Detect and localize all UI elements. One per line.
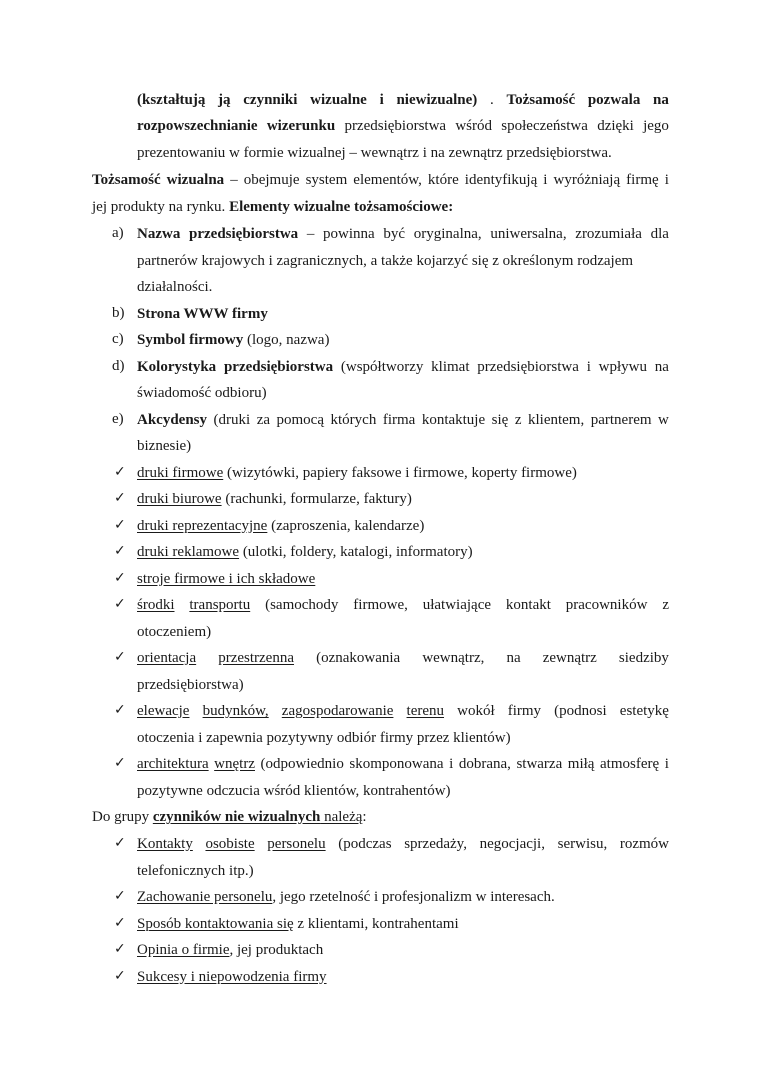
intro-bold-text: wizualne — [310, 92, 367, 108]
intro-bold-text: wizerunku — [266, 118, 336, 134]
element-item-text: wpływu — [598, 358, 647, 375]
nonvisual-item-marker: ✓ — [114, 835, 126, 851]
element-item-line — [137, 252, 633, 270]
element-item-marker: c) — [112, 331, 124, 347]
visual-item-line — [137, 596, 669, 614]
visual-item-line — [137, 623, 211, 641]
visual-item-text: kontakt — [505, 597, 551, 613]
element-item-text: – — [306, 226, 315, 242]
element-item-text: uniwersalna, — [490, 226, 567, 242]
element-item-line — [137, 358, 669, 376]
nonvisual-item-line — [137, 862, 254, 880]
intro-bold-text: ją — [218, 92, 231, 108]
visual-item-text: wewnątrz, — [422, 650, 485, 666]
visual-line-1 — [92, 171, 669, 189]
element-item-marker: b) — [112, 304, 125, 321]
nonvisual-item-line — [137, 968, 327, 986]
element-item-line — [137, 331, 329, 349]
nonvisual-item-marker: ✓ — [114, 941, 126, 957]
visual-identity-text: – — [230, 172, 238, 188]
element-item-marker: e) — [112, 410, 124, 427]
intro-bold-text: niewizualne) — [396, 92, 478, 108]
visual-item-text: otoczeniem) — [137, 623, 212, 640]
nonvisual-item-line — [137, 941, 323, 959]
element-item-line — [137, 305, 268, 323]
visual-item-term: przestrzenna — [218, 650, 295, 666]
element-item-text: partnerów krajowych i zagranicznych, a także kojarzyć się z określonym rodzajem — [137, 252, 634, 269]
nonvisual-item-marker: ✓ — [114, 967, 126, 984]
element-item-text: za — [256, 411, 271, 428]
visual-item-line — [137, 490, 412, 508]
nonvisual-item-text: , jego rzetelność i profesjonalizm w interesach. — [272, 889, 555, 905]
visual-item-marker: ✓ — [114, 755, 126, 771]
intro-bold-text: na — [653, 92, 669, 108]
intro-line-3 — [137, 144, 612, 162]
visual-item-text: dobrana, — [458, 756, 511, 772]
intro-line-2 — [137, 117, 669, 135]
visual-identity-text: obejmuje — [243, 172, 300, 188]
nonvisual-item-line — [137, 915, 459, 933]
nonvisual-item-text: (podczas — [338, 836, 392, 852]
visual-item-text: (oznakowania — [316, 650, 401, 666]
visual-item-line — [137, 729, 511, 747]
visual-item-term: stroje firmowe i ich składowe — [137, 570, 316, 587]
element-item-text: klientem, — [527, 411, 585, 428]
visual-item-text: pracowników — [565, 597, 648, 613]
nonvisual-heading-part: należą — [320, 809, 363, 825]
intro-bold-text: (kształtują — [137, 92, 206, 108]
visual-identity-text: firmę — [626, 172, 659, 188]
visual-item-marker: ✓ — [114, 569, 126, 586]
visual-item-line — [137, 517, 424, 535]
nonvisual-item-text: rozmów — [619, 836, 669, 852]
nonvisual-item-text: z klientami, kontrahentami — [293, 915, 459, 932]
visual-item-text: otoczenia i zapewnia pozytywny odbiór firmy przez klientów) — [137, 729, 511, 746]
element-item-term: Nazwa — [137, 226, 181, 242]
element-item-text: kontaktuje — [421, 411, 486, 428]
element-item-text: i — [586, 358, 591, 375]
visual-item-text: i — [664, 756, 669, 772]
visual-item-text: (podnosi — [554, 703, 607, 719]
visual-identity-text: które — [427, 172, 459, 188]
element-item-text: firma — [382, 411, 416, 428]
element-item-text: z — [514, 411, 522, 428]
nonvisual-heading-part: czynników nie wizualnych — [152, 809, 321, 825]
visual-item-text: (samochody — [265, 597, 339, 613]
nonvisual-item-term: Zachowanie personelu — [137, 889, 273, 905]
element-item-text: pomocą — [276, 411, 324, 428]
element-item-line — [137, 437, 191, 455]
visual-identity-text: elementów, — [353, 172, 422, 188]
element-item-term: Kolorystyka — [137, 358, 217, 375]
visual-identity-text: wyróżniają — [553, 172, 621, 188]
intro-bold-text: czynniki — [243, 92, 298, 108]
visual-item-marker: ✓ — [114, 649, 126, 665]
visual-item-term: środki — [137, 597, 175, 613]
visual-identity-term: wizualna — [166, 172, 225, 188]
visual-item-marker: ✓ — [114, 596, 126, 612]
visual-item-term: druki firmowe — [137, 464, 224, 481]
visual-item-marker: ✓ — [114, 463, 126, 480]
element-item-text: dla — [650, 226, 669, 242]
visual-item-text: atmosferę — [600, 756, 660, 772]
visual-item-term: druki biurowe — [137, 491, 222, 507]
visual-elements-heading: Elementy wizualne tożsamościowe: — [229, 199, 454, 215]
nonvisual-heading-part: Do grupy — [92, 809, 153, 825]
visual-item-term: wnętrz — [214, 756, 255, 772]
nonvisual-item-term: personelu — [267, 836, 326, 852]
element-item-line — [137, 225, 669, 243]
nonvisual-item-line — [137, 888, 555, 906]
element-item-text: na — [654, 358, 669, 375]
element-item-text: (współtworzy — [340, 358, 424, 375]
visual-item-text: (odpowiednio — [260, 756, 344, 772]
element-item-line — [137, 384, 267, 402]
visual-item-text: miłą — [567, 756, 595, 772]
visual-item-text: pozytywne odczucia wśród klientów, kontrahentów) — [137, 782, 451, 799]
visual-item-term: architektura — [137, 756, 209, 772]
element-item-text: powinna — [323, 226, 375, 242]
element-item-line — [137, 411, 669, 429]
visual-item-term: budynków, — [202, 703, 269, 719]
visual-item-term: elewacje — [137, 703, 190, 719]
element-item-text: w — [658, 411, 669, 428]
element-item-text: (druki — [213, 411, 251, 428]
visual-item-text: ułatwiające — [422, 597, 492, 613]
nonvisual-item-text: sprzedaży, — [404, 836, 467, 852]
intro-text: prezentowaniu w formie wizualnej – wewnątrz i na zewnątrz przedsiębiorstwa. — [137, 145, 612, 161]
visual-item-text: wokół — [457, 703, 495, 719]
visual-item-text: i — [449, 756, 454, 772]
visual-item-text: (rachunki, formularze, faktury) — [221, 491, 412, 507]
nonvisual-item-marker: ✓ — [114, 888, 126, 904]
nonvisual-item-text: telefonicznych itp.) — [137, 862, 254, 879]
nonvisual-item-term: Opinia o firmie — [137, 942, 230, 958]
visual-item-text: (zaproszenia, kalendarze) — [267, 517, 425, 534]
element-item-text: oryginalna, — [413, 226, 482, 242]
visual-item-text: stwarza — [516, 756, 563, 772]
visual-item-text: na — [506, 650, 521, 666]
visual-identity-text: i — [664, 172, 669, 188]
visual-identity-text: system — [305, 172, 348, 188]
nonvisual-item-term: Sposób kontaktowania się — [137, 915, 294, 932]
intro-text: dzięki — [597, 118, 634, 134]
visual-item-marker: ✓ — [114, 516, 126, 533]
visual-item-text: przedsiębiorstwa) — [137, 676, 244, 693]
visual-item-term: druki reklamowe — [137, 544, 240, 560]
visual-item-term: transportu — [189, 597, 251, 613]
intro-bold-text: Tożsamość — [506, 92, 576, 108]
nonvisual-item-term: Sukcesy i niepowodzenia firmy — [137, 968, 327, 985]
visual-item-line — [137, 702, 669, 720]
element-item-line — [137, 278, 212, 296]
element-item-text: przedsiębiorstwa — [477, 358, 579, 375]
visual-item-text: siedziby — [618, 650, 669, 666]
visual-item-line — [137, 570, 315, 588]
visual-item-term: druki reprezentacyjne — [137, 517, 268, 534]
visual-identity-text: i — [543, 172, 548, 188]
visual-item-text: firmowe, — [353, 597, 408, 613]
visual-item-line — [137, 676, 244, 694]
visual-item-text: (wizytówki, papiery faksowe i firmowe, koperty firmowe) — [223, 464, 577, 481]
nonvisual-item-text: , jej produktach — [229, 942, 324, 958]
visual-line-2 — [92, 198, 453, 216]
visual-item-text: firmy — [507, 703, 542, 719]
intro-line-1 — [137, 91, 669, 109]
element-item-marker: a) — [112, 225, 124, 241]
nonvisual-item-term: osobiste — [205, 836, 255, 852]
element-item-term: Akcydensy — [137, 411, 208, 428]
intro-bold-text: i — [379, 92, 384, 108]
intro-text: przedsiębiorstwa — [344, 118, 447, 134]
nonvisual-heading — [92, 808, 367, 826]
nonvisual-item-marker: ✓ — [114, 914, 126, 931]
element-item-term: przedsiębiorstwa — [223, 358, 334, 375]
intro-text: jego — [643, 118, 669, 134]
element-item-term: przedsiębiorstwa — [189, 226, 299, 242]
element-item-text: których — [330, 411, 377, 428]
element-item-term: Symbol firmowy — [137, 332, 244, 348]
visual-item-text: estetykę — [619, 703, 669, 719]
visual-item-line — [137, 782, 451, 800]
visual-item-line — [137, 464, 577, 482]
intro-bold-text: pozwala — [587, 92, 641, 108]
intro-text: . — [490, 92, 494, 108]
element-item-term: Strona WWW firmy — [137, 305, 268, 322]
visual-item-line — [137, 755, 669, 773]
visual-item-term: zagospodarowanie — [281, 703, 394, 719]
intro-text: społeczeństwa — [501, 118, 588, 134]
element-item-text: partnerem — [590, 411, 652, 428]
element-item-text: działalności. — [137, 279, 213, 295]
visual-identity-text: identyfikują — [464, 172, 538, 188]
element-item-text: się — [491, 411, 509, 428]
nonvisual-item-term: Kontakty — [137, 836, 193, 852]
visual-item-text: skomponowana — [349, 756, 444, 772]
visual-item-text: zewnątrz — [542, 650, 597, 666]
nonvisual-item-line — [137, 835, 669, 853]
visual-identity-term: Tożsamość — [92, 172, 161, 188]
visual-item-term: terenu — [406, 703, 445, 719]
visual-item-term: orientacja — [137, 650, 197, 666]
visual-item-line — [137, 543, 473, 561]
element-item-text: klimat — [431, 358, 470, 375]
nonvisual-heading-part: : — [362, 809, 367, 825]
element-item-text: (logo, nazwa) — [243, 332, 330, 348]
nonvisual-item-text: serwisu, — [557, 836, 608, 852]
intro-text: wśród — [455, 118, 493, 134]
element-item-text: być — [383, 226, 406, 242]
visual-item-line — [137, 649, 669, 667]
element-item-text: świadomość odbioru) — [137, 385, 267, 401]
nonvisual-item-text: negocjacji, — [479, 836, 545, 852]
visual-item-marker: ✓ — [114, 543, 126, 559]
visual-item-text: z — [662, 597, 669, 613]
visual-identity-text: jej produkty na rynku. — [92, 199, 230, 215]
element-item-text: biznesie) — [137, 438, 192, 454]
visual-item-text: (ulotki, foldery, katalogi, informatory) — [239, 544, 473, 560]
element-item-marker: d) — [112, 357, 125, 374]
element-item-text: zrozumiała — [575, 226, 642, 242]
visual-item-marker: ✓ — [114, 702, 126, 718]
visual-item-marker: ✓ — [114, 490, 126, 506]
intro-bold-text: rozpowszechnianie — [137, 118, 258, 134]
